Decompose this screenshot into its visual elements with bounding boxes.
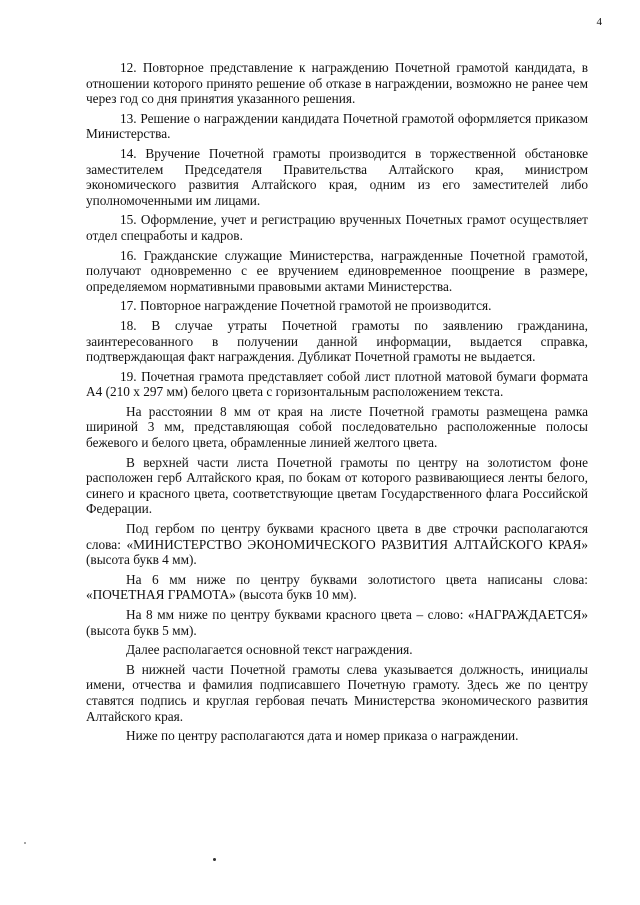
paragraph-16: 16. Гражданские служащие Министерства, награжденные Почетной грамотой, получают одновременно с ее вручением единовременное поощрение в размере, определяемом нормативными правовыми актами Министерства. (86, 247, 588, 294)
paragraph-15: 15. Оформление, учет и регистрацию врученных Почетных грамот осуществляет отдел спецработы и кадров. (86, 212, 588, 243)
paragraph-main-text: Далее располагается основной текст награждения. (126, 642, 413, 658)
page-number: 4 (596, 16, 602, 28)
scan-speck (24, 842, 26, 844)
paragraph-17: 17. Повторное награждение Почетной грамотой не производится. (120, 298, 492, 314)
paragraph-13: 13. Решение о награждении кандидата Почетной грамотой оформляется приказом Министерства. (86, 110, 588, 142)
paragraph-18: 18. В случае утраты Почетной грамоты по заявлению гражданина, заинтересованного в получении данной информации, выдается справка, подтверждающая факт награждения. Дубликат Почетной грамоты не выдается. (86, 317, 588, 365)
paragraph-awarded-word: На 8 мм ниже по центру буквами красного цвета – слово: «НАГРАЖДАЕТСЯ» (высота букв 5 мм). (86, 607, 588, 638)
paragraph-ministry-title: Под гербом по центру буквами красного цвета в две строчки располагаются слова: «МИНИСТЕРСТВО ЭКОНОМИЧЕСКОГО РАЗВИТИЯ АЛТАЙСКОГО КРАЯ» (высота букв 4 мм). (86, 521, 588, 568)
paragraph-coat-of-arms: В верхней части листа Почетной грамоты по центру на золотистом фоне расположен герб Алтайского края, по бокам от которого развивающиеся ленты белого, синего и красного цвета, соответствующие цветам Государственного флага Российской Федерации. (86, 454, 588, 517)
paragraph-signature: В нижней части Почетной грамоты слева указывается должность, инициалы имени, отчества и фамилия подписавшего Почетную грамоту. Здесь же по центру ставятся подпись и круглая гербовая печать Министерства экономического развития Алтайского края. (86, 661, 588, 724)
paragraph-frame: На расстоянии 8 мм от края на листе Почетной грамоты размещена рамка шириной 3 мм, представляющая собой последовательно расположенные полосы бежевого и белого цвета, обрамленные линией желтого цвета. (86, 403, 588, 451)
paragraph-certificate-title: На 6 мм ниже по центру буквами золотистого цвета написаны слова: «ПОЧЕТНАЯ ГРАМОТА» (высота букв 10 мм). (86, 571, 588, 603)
scan-speck (213, 858, 216, 861)
paragraph-19: 19. Почетная грамота представляет собой лист плотной матовой бумаги формата А4 (210 х 297 мм) белого цвета с горизонтальным расположением текста. (86, 368, 588, 400)
paragraph-12: 12. Повторное представление к награждению Почетной грамотой кандидата, в отношении которого принято решение об отказе в награждении, возможно не ранее чем через год со дня принятия указанного решения. (86, 60, 588, 107)
paragraph-14: 14. Вручение Почетной грамоты производится в торжественной обстановке заместителем Председателя Правительства Алтайского края, министром экономического развития Алтайского края, одним из его заместителей либо уполномоченными им лицами. (86, 145, 588, 208)
document-body (86, 60, 588, 748)
paragraph-date-number: Ниже по центру располагаются дата и номер приказа о награждении. (126, 728, 519, 744)
